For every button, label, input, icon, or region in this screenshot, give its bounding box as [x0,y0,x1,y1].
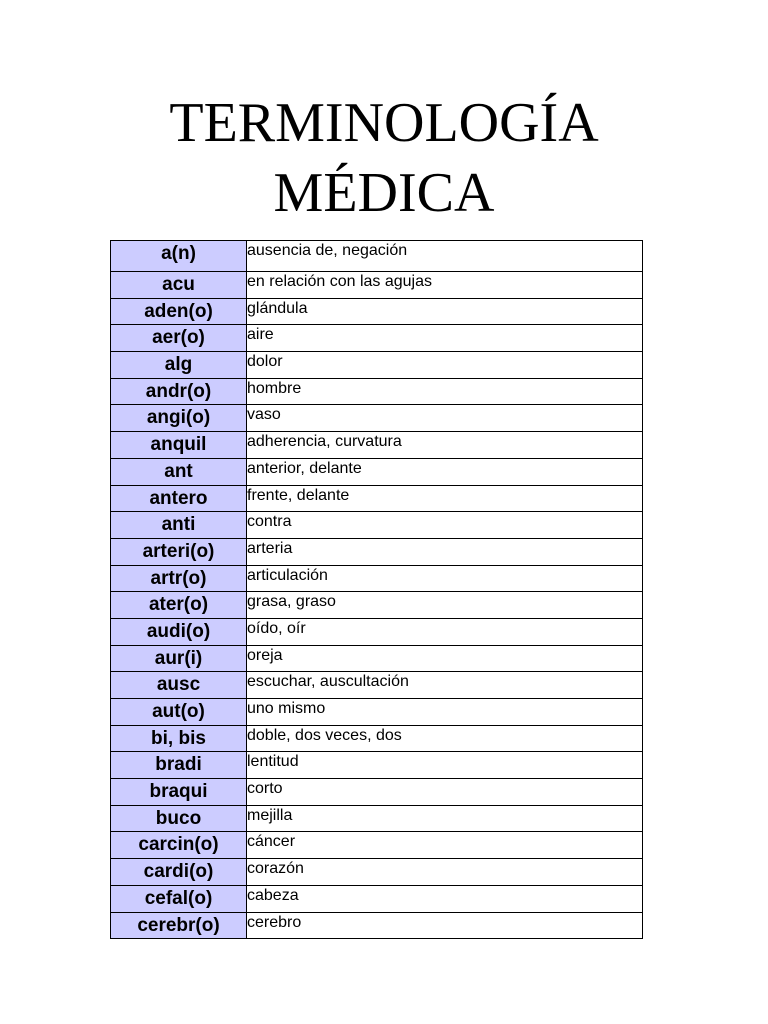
table-row [111,699,643,726]
table-row [111,352,643,379]
table-row [111,912,643,939]
definition-cell: cabeza [247,885,643,912]
term-cell: acu [111,272,247,299]
table-row [111,405,643,432]
term-cell: arteri(o) [111,538,247,565]
definition-cell: mejilla [247,805,643,832]
term-cell: cerebr(o) [111,912,247,939]
term-cell: ant [111,458,247,485]
term-cell: cefal(o) [111,885,247,912]
term-cell: aur(i) [111,645,247,672]
term-cell: artr(o) [111,565,247,592]
definition-cell: articulación [247,565,643,592]
definition-cell: corto [247,779,643,806]
definition-cell: doble, dos veces, dos [247,725,643,752]
definition-cell: contra [247,512,643,539]
definition-cell: en relación con las agujas [247,272,643,299]
definition-cell: grasa, graso [247,592,643,619]
term-cell: anti [111,512,247,539]
definition-cell: uno mismo [247,699,643,726]
definition-cell: oreja [247,645,643,672]
term-cell: braqui [111,779,247,806]
definition-cell: anterior, delante [247,458,643,485]
definition-cell: ausencia de, negación [247,241,643,272]
term-cell: carcin(o) [111,832,247,859]
term-cell: aer(o) [111,325,247,352]
definition-cell: vaso [247,405,643,432]
term-cell: aut(o) [111,699,247,726]
definition-cell: hombre [247,378,643,405]
term-cell: andr(o) [111,378,247,405]
term-cell: angi(o) [111,405,247,432]
page-title-line-2: MÉDICA [273,162,495,224]
table-row [111,832,643,859]
table-row [111,325,643,352]
table-row [111,645,643,672]
terminology-table-body [111,241,643,939]
table-row [111,241,643,272]
table-row [111,885,643,912]
table-row [111,859,643,886]
definition-cell: lentitud [247,752,643,779]
term-cell: audi(o) [111,618,247,645]
term-cell: alg [111,352,247,379]
term-cell: buco [111,805,247,832]
definition-cell: arteria [247,538,643,565]
definition-cell: cerebro [247,912,643,939]
table-row [111,618,643,645]
terminology-table [110,240,643,939]
table-row [111,538,643,565]
definition-cell: escuchar, auscultación [247,672,643,699]
definition-cell: adherencia, curvatura [247,432,643,459]
definition-cell: oído, oír [247,618,643,645]
term-cell: a(n) [111,241,247,272]
term-cell: cardi(o) [111,859,247,886]
table-row [111,272,643,299]
table-row [111,432,643,459]
table-row [111,512,643,539]
definition-cell: aire [247,325,643,352]
term-cell: antero [111,485,247,512]
table-row [111,672,643,699]
term-cell: aden(o) [111,298,247,325]
table-row [111,592,643,619]
table-row [111,485,643,512]
page-title-line-1: TERMINOLOGÍA [169,92,599,154]
definition-cell: cáncer [247,832,643,859]
table-row [111,805,643,832]
term-cell: ausc [111,672,247,699]
table-row [111,752,643,779]
term-cell: bradi [111,752,247,779]
definition-cell: frente, delante [247,485,643,512]
page-title [0,88,768,228]
definition-cell: glándula [247,298,643,325]
table-row [111,298,643,325]
table-row [111,565,643,592]
definition-cell: dolor [247,352,643,379]
table-row [111,779,643,806]
definition-cell: corazón [247,859,643,886]
term-cell: anquil [111,432,247,459]
term-cell: ater(o) [111,592,247,619]
term-cell: bi, bis [111,725,247,752]
table-row [111,725,643,752]
table-row [111,458,643,485]
table-row [111,378,643,405]
